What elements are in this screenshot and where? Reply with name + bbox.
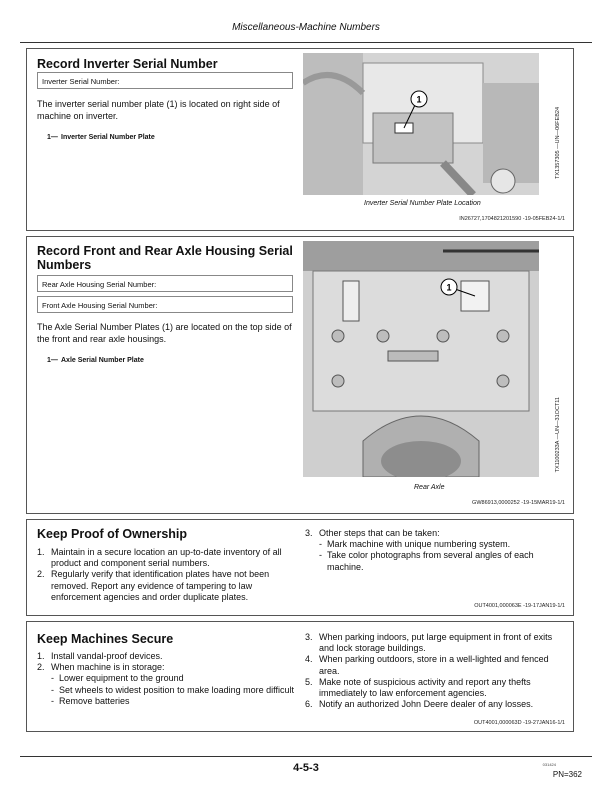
rear-axle-photo: [303, 241, 539, 477]
list-subitem: [37, 696, 295, 707]
list-text: Install vandal-proof devices.: [51, 651, 163, 661]
list-number: 6.: [305, 699, 313, 710]
figure-caption: Rear Axle: [414, 484, 445, 491]
svg-text:1: 1: [446, 282, 452, 293]
axle-body-text: The Axle Serial Number Plates (1) are located on the top side of the front and rear axle housings.: [37, 322, 292, 344]
list-subitem: [305, 539, 567, 550]
inverter-photo: [303, 53, 539, 195]
callout-legend: [47, 134, 197, 143]
dash-bullet-icon: -: [51, 695, 54, 706]
list-item: [37, 662, 295, 673]
section-secure: [26, 621, 574, 732]
list-item: [37, 569, 295, 603]
subitem-text: Remove batteries: [59, 695, 130, 706]
list-number: 5.: [305, 676, 313, 687]
list-number: 2.: [37, 662, 45, 673]
svg-text:1: 1: [416, 94, 422, 105]
list-number: 2.: [37, 569, 45, 580]
figure-id-label: TX1357305 —UN—06FEB24: [555, 107, 561, 179]
list-item: [305, 528, 567, 539]
subitem-text: Lower equipment to the ground: [59, 673, 184, 684]
list-subitem: [305, 550, 567, 572]
list-text: When parking indoors, put large equipment in front of exits and lock storage buildings.: [319, 632, 553, 654]
section-title: Record Inverter Serial Number: [37, 57, 218, 71]
subitem-text: Take color photographs from several angles of each machine.: [327, 550, 534, 572]
reference-code: GW86913,0000252 -19-15MAR19-1/1: [472, 500, 565, 506]
section-title: Keep Proof of Ownership: [37, 527, 188, 541]
header-rule: [20, 42, 592, 43]
list-text: Other steps that can be taken:: [319, 528, 440, 538]
list-number: 1.: [37, 651, 45, 661]
rear-axle-serial-field[interactable]: Rear Axle Housing Serial Number:: [37, 275, 293, 292]
list-text: When machine is in storage:: [51, 662, 165, 673]
list-item: [305, 677, 567, 699]
ownership-list-left: [37, 547, 295, 603]
dash-bullet-icon: -: [319, 550, 322, 561]
list-number: 1.: [37, 547, 45, 557]
callout-number: 1—: [47, 134, 58, 141]
callout-label: Axle Serial Number Plate: [61, 357, 144, 364]
subitem-text: Mark machine with unique numbering system.: [327, 539, 511, 550]
inverter-body-text: The inverter serial number plate (1) is located on right side of machine on inverter.: [37, 99, 280, 121]
inverter-serial-field[interactable]: Inverter Serial Number:: [37, 72, 293, 89]
list-text: Maintain in a secure location an up-to-date inventory of all product and component serial numbers.: [51, 547, 282, 569]
reference-code: OUT4001,000063E -19-17JAN19-1/1: [474, 603, 565, 609]
footer-rule: [20, 756, 592, 757]
footer-date-code: 031424: [542, 762, 556, 767]
list-number: 3.: [305, 632, 313, 642]
subitem-text: Set wheels to widest position to make loading more difficult: [59, 684, 294, 695]
secure-list-left: [37, 651, 295, 707]
dash-bullet-icon: -: [319, 539, 322, 550]
section-ownership: [26, 519, 574, 616]
page-number: 4-5-3: [293, 762, 319, 774]
dash-bullet-icon: -: [51, 673, 54, 684]
secure-list-right: [305, 632, 567, 710]
reference-code: IN26727,1704821201590 -19-05FEB24-1/1: [459, 216, 565, 222]
list-item: [305, 654, 567, 676]
list-number: 4.: [305, 654, 313, 665]
inverter-photo-drawing: [303, 53, 539, 195]
list-text: When parking outdoors, store in a well-lighted and fenced area.: [319, 654, 549, 676]
list-subitem: [37, 673, 295, 684]
list-item: [305, 632, 567, 654]
list-item: [37, 547, 295, 569]
pn-number: PN=362: [552, 770, 582, 779]
callout-label: Inverter Serial Number Plate: [61, 134, 155, 141]
list-subitem: [37, 685, 295, 696]
section-title: Keep Machines Secure: [37, 632, 174, 646]
section-inverter: [26, 48, 574, 231]
callout-legend: [47, 357, 247, 366]
list-text: Notify an authorized John Deere dealer of any losses.: [319, 699, 534, 710]
section-title: Record Front and Rear Axle Housing Serial Numbers: [37, 244, 293, 272]
callout-number: 1—: [47, 357, 58, 364]
ownership-list-right: [305, 528, 567, 573]
list-item: [37, 651, 295, 662]
reference-code: OUT4001,000063D -19-27JAN16-1/1: [473, 720, 565, 726]
list-item: [305, 699, 567, 710]
figure-id-label: TX1100233A —UN—31OCT11: [555, 397, 561, 473]
list-text: Regularly verify that identification plates have not been removed. Report any evidence of tampering to law enforcement agencies and order duplicate plates.: [51, 569, 270, 602]
dash-bullet-icon: -: [51, 684, 54, 695]
list-number: 3.: [305, 528, 313, 538]
section-axle: [26, 236, 574, 514]
rear-axle-photo-drawing: [303, 241, 539, 477]
front-axle-serial-field[interactable]: Front Axle Housing Serial Number:: [37, 296, 293, 313]
page-header-title: Miscellaneous-Machine Numbers: [232, 22, 380, 33]
figure-caption: Inverter Serial Number Plate Location: [364, 200, 481, 207]
list-text: Make note of suspicious activity and report any thefts immediately to law enforcement agencies.: [319, 676, 531, 699]
